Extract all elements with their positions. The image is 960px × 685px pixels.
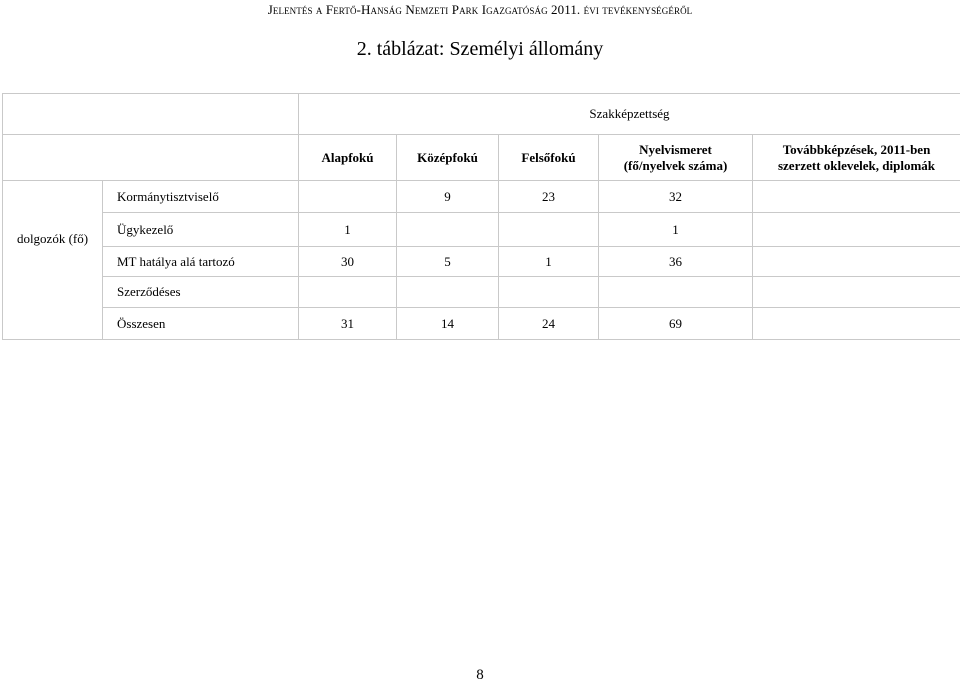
row-label: MT hatálya alá tartozó <box>103 247 299 277</box>
cell-felsofoku: 24 <box>499 308 599 340</box>
cell-kozepfoku <box>397 277 499 308</box>
table-row <box>3 213 960 247</box>
cell-nyelvismeret: 1 <box>599 213 753 247</box>
cell-alapfoku <box>299 181 397 213</box>
table-row <box>3 247 960 277</box>
cell-kozepfoku: 5 <box>397 247 499 277</box>
col-header-alapfoku: Alapfokú <box>299 135 397 181</box>
cell-tovabbkepzes <box>753 277 960 308</box>
cell-nyelvismeret <box>599 277 753 308</box>
cell-nyelvismeret: 32 <box>599 181 753 213</box>
table-row <box>3 277 960 308</box>
group-header-cell: Szakképzettség <box>299 94 960 135</box>
table-row <box>3 181 960 213</box>
cell-felsofoku <box>499 277 599 308</box>
row-label: Összesen <box>103 308 299 340</box>
cell-felsofoku: 1 <box>499 247 599 277</box>
cell-alapfoku: 31 <box>299 308 397 340</box>
empty-corner-cell <box>3 94 299 135</box>
cell-alapfoku: 1 <box>299 213 397 247</box>
cell-tovabbkepzes <box>753 308 960 340</box>
cell-tovabbkepzes <box>753 247 960 277</box>
row-label: Ügykezelő <box>103 213 299 247</box>
cell-kozepfoku: 9 <box>397 181 499 213</box>
cell-felsofoku <box>499 213 599 247</box>
col-header-kozepfoku: Középfokú <box>397 135 499 181</box>
table-row-total <box>3 308 960 340</box>
cell-nyelvismeret: 69 <box>599 308 753 340</box>
cell-tovabbkepzes <box>753 213 960 247</box>
cell-felsofoku: 23 <box>499 181 599 213</box>
cell-alapfoku: 30 <box>299 247 397 277</box>
col-header-nyelvismeret: Nyelvismeret (fő/nyelvek száma) <box>599 135 753 181</box>
staff-table <box>2 93 960 340</box>
group-header-row <box>3 94 960 135</box>
cell-kozepfoku: 14 <box>397 308 499 340</box>
page-number: 8 <box>476 667 484 683</box>
running-header: Jelentés a Fertő-Hanság Nemzeti Park Igazgatóság 2011. évi tevékenységéről <box>267 2 693 17</box>
cell-kozepfoku <box>397 213 499 247</box>
cell-alapfoku <box>299 277 397 308</box>
table-title: 2. táblázat: Személyi állomány <box>356 38 604 60</box>
row-label: Kormánytisztviselő <box>103 181 299 213</box>
cell-tovabbkepzes <box>753 181 960 213</box>
column-header-row <box>3 135 960 181</box>
cell-nyelvismeret: 36 <box>599 247 753 277</box>
col-header-felsofoku: Felsőfokú <box>499 135 599 181</box>
row-group-label: dolgozók (fő) <box>3 181 103 340</box>
col-header-tovabbkepzes: Továbbképzések, 2011-ben szerzett oklevelek, diplomák <box>753 135 960 181</box>
row-label: Szerződéses <box>103 277 299 308</box>
empty-header-cell <box>3 135 299 181</box>
